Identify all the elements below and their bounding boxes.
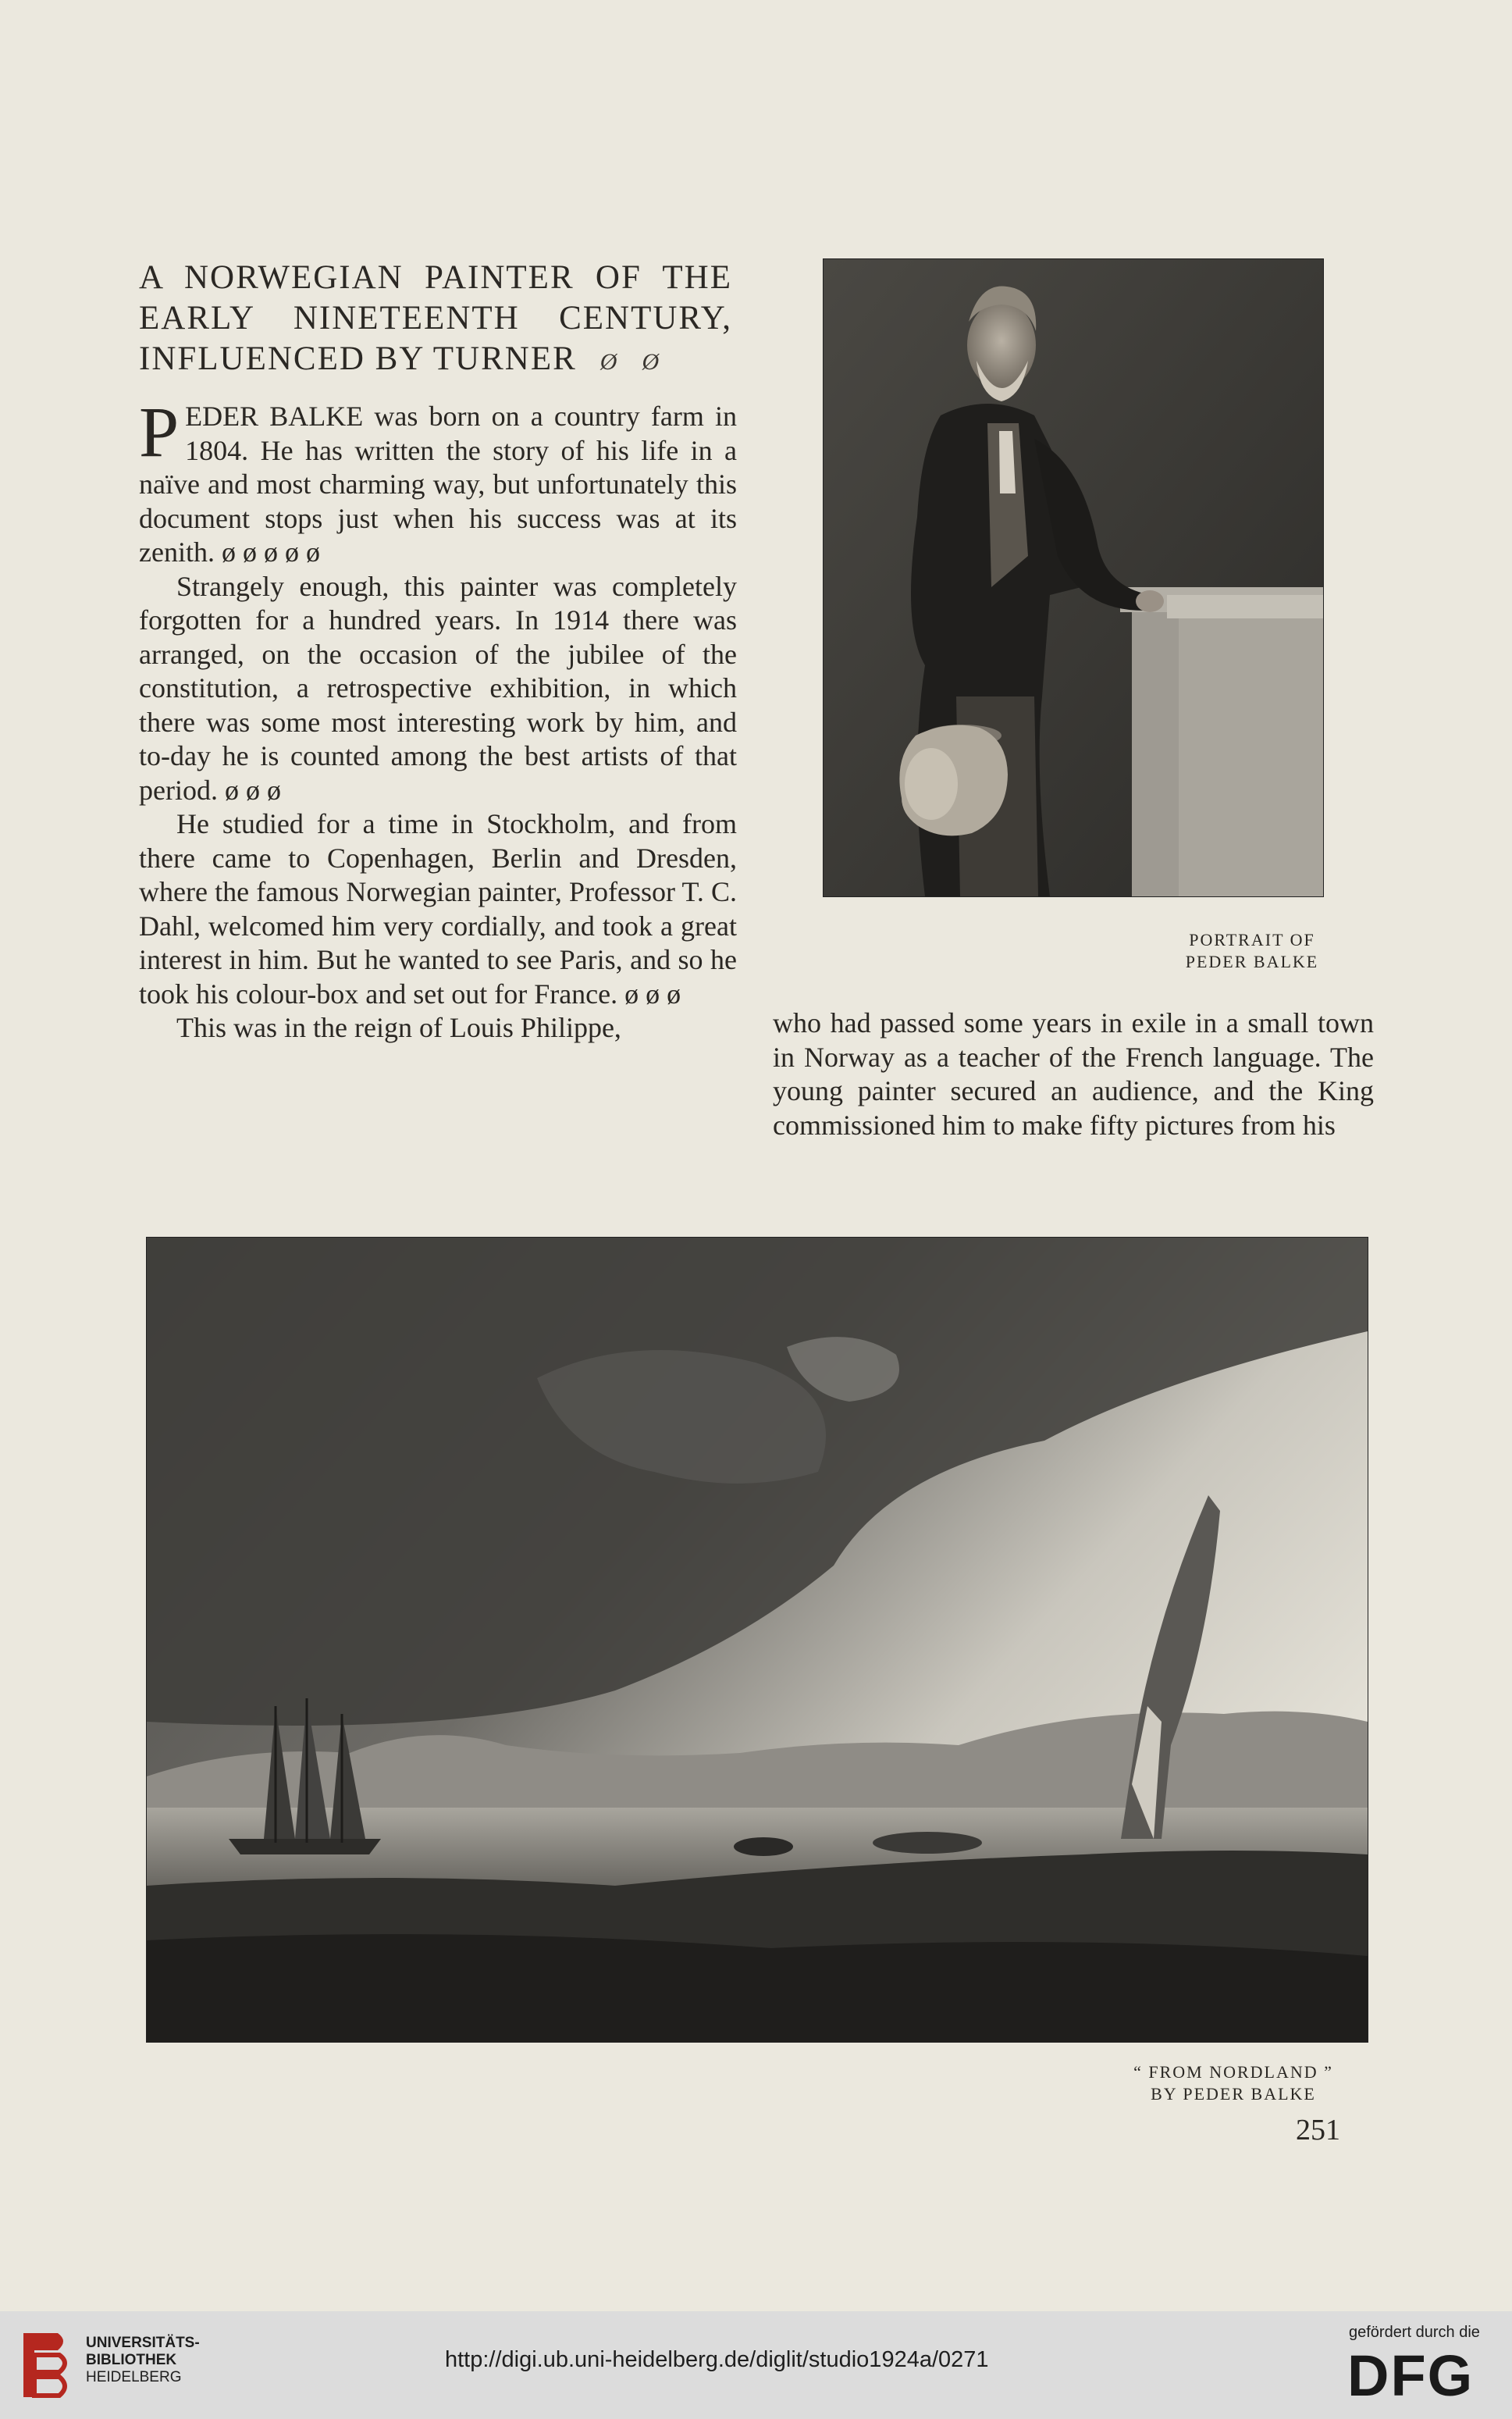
title-line-3-text: INFLUENCED BY TURNER (139, 340, 577, 377)
ornament-icon: Ø (642, 349, 661, 375)
dfg-logo: DFG (1347, 2343, 1475, 2408)
ornament-icon: Ø (599, 349, 619, 375)
caption-line: BY PEDER BALKE (1151, 2084, 1316, 2104)
paragraph: This was in the reign of Louis Philippe, (176, 1012, 621, 1043)
portrait-illustration (824, 259, 1323, 896)
paragraph: who had passed some years in exile in a small town in Norway as a teacher of the French language. The young painter secured an audience, and the King commissioned him to make fifty pictures from his (773, 1007, 1374, 1141)
library-line: UNIVERSITÄTS- (86, 2335, 200, 2351)
caption-line: “ FROM NORDLAND ” (1133, 2062, 1333, 2082)
paragraph: Strangely enough, this painter was completely forgotten for a hundred years. In 1914 there was arranged, on the occasion of the jubilee of the constitution, a retrospective exhibition, in which there was some most interesting work by him, and to-day he is counted among the best artists of that period. ø ø ø (139, 570, 737, 806)
paragraph-text: EDER BALKE was born on a country farm in 1804. He has written the story of his life in a naïve and most charming way, but unfortunately this document stops just when his success was at its zenith. ø ø ø ø ø (139, 401, 737, 568)
painting-illustration (147, 1238, 1368, 2042)
title-line-1: A NORWEGIAN PAINTER OF THE (139, 259, 732, 296)
caption-line: PORTRAIT OF (1189, 930, 1315, 949)
title-line-2: EARLY NINETEENTH CENTURY, (139, 300, 732, 337)
paragraph: He studied for a time in Stockholm, and from there came to Copenhagen, Berlin and Dresden, where the famous Norwegian painter, Professor T. C. Dahl, welcomed him very cordially, and took a great interest in him. But he wanted to see Paris, and so he took his colour-box and set out for France. ø ø ø (139, 808, 737, 1010)
portrait-photo (823, 258, 1324, 897)
title-line-3 (139, 339, 732, 383)
sponsor-label: gefördert durch die (1349, 2324, 1480, 2341)
source-url-link[interactable]: http://digi.ub.uni-heidelberg.de/diglit/studio1924a/0271 (445, 2347, 989, 2372)
page-number: 251 (1296, 2114, 1340, 2146)
library-name (86, 2335, 200, 2386)
library-line: BIBLIOTHEK (86, 2352, 177, 2368)
caption-line: PEDER BALKE (1185, 952, 1319, 971)
library-line: HEIDELBERG (86, 2369, 182, 2385)
column-left (139, 392, 737, 1046)
column-right (773, 1006, 1374, 1142)
portrait-caption (1151, 929, 1354, 973)
painting-image (146, 1237, 1368, 2043)
paragraph (139, 392, 737, 570)
painting-caption (1093, 2061, 1374, 2105)
drop-cap: P (139, 392, 180, 472)
article-title (139, 258, 732, 383)
library-logo-icon (19, 2327, 73, 2405)
